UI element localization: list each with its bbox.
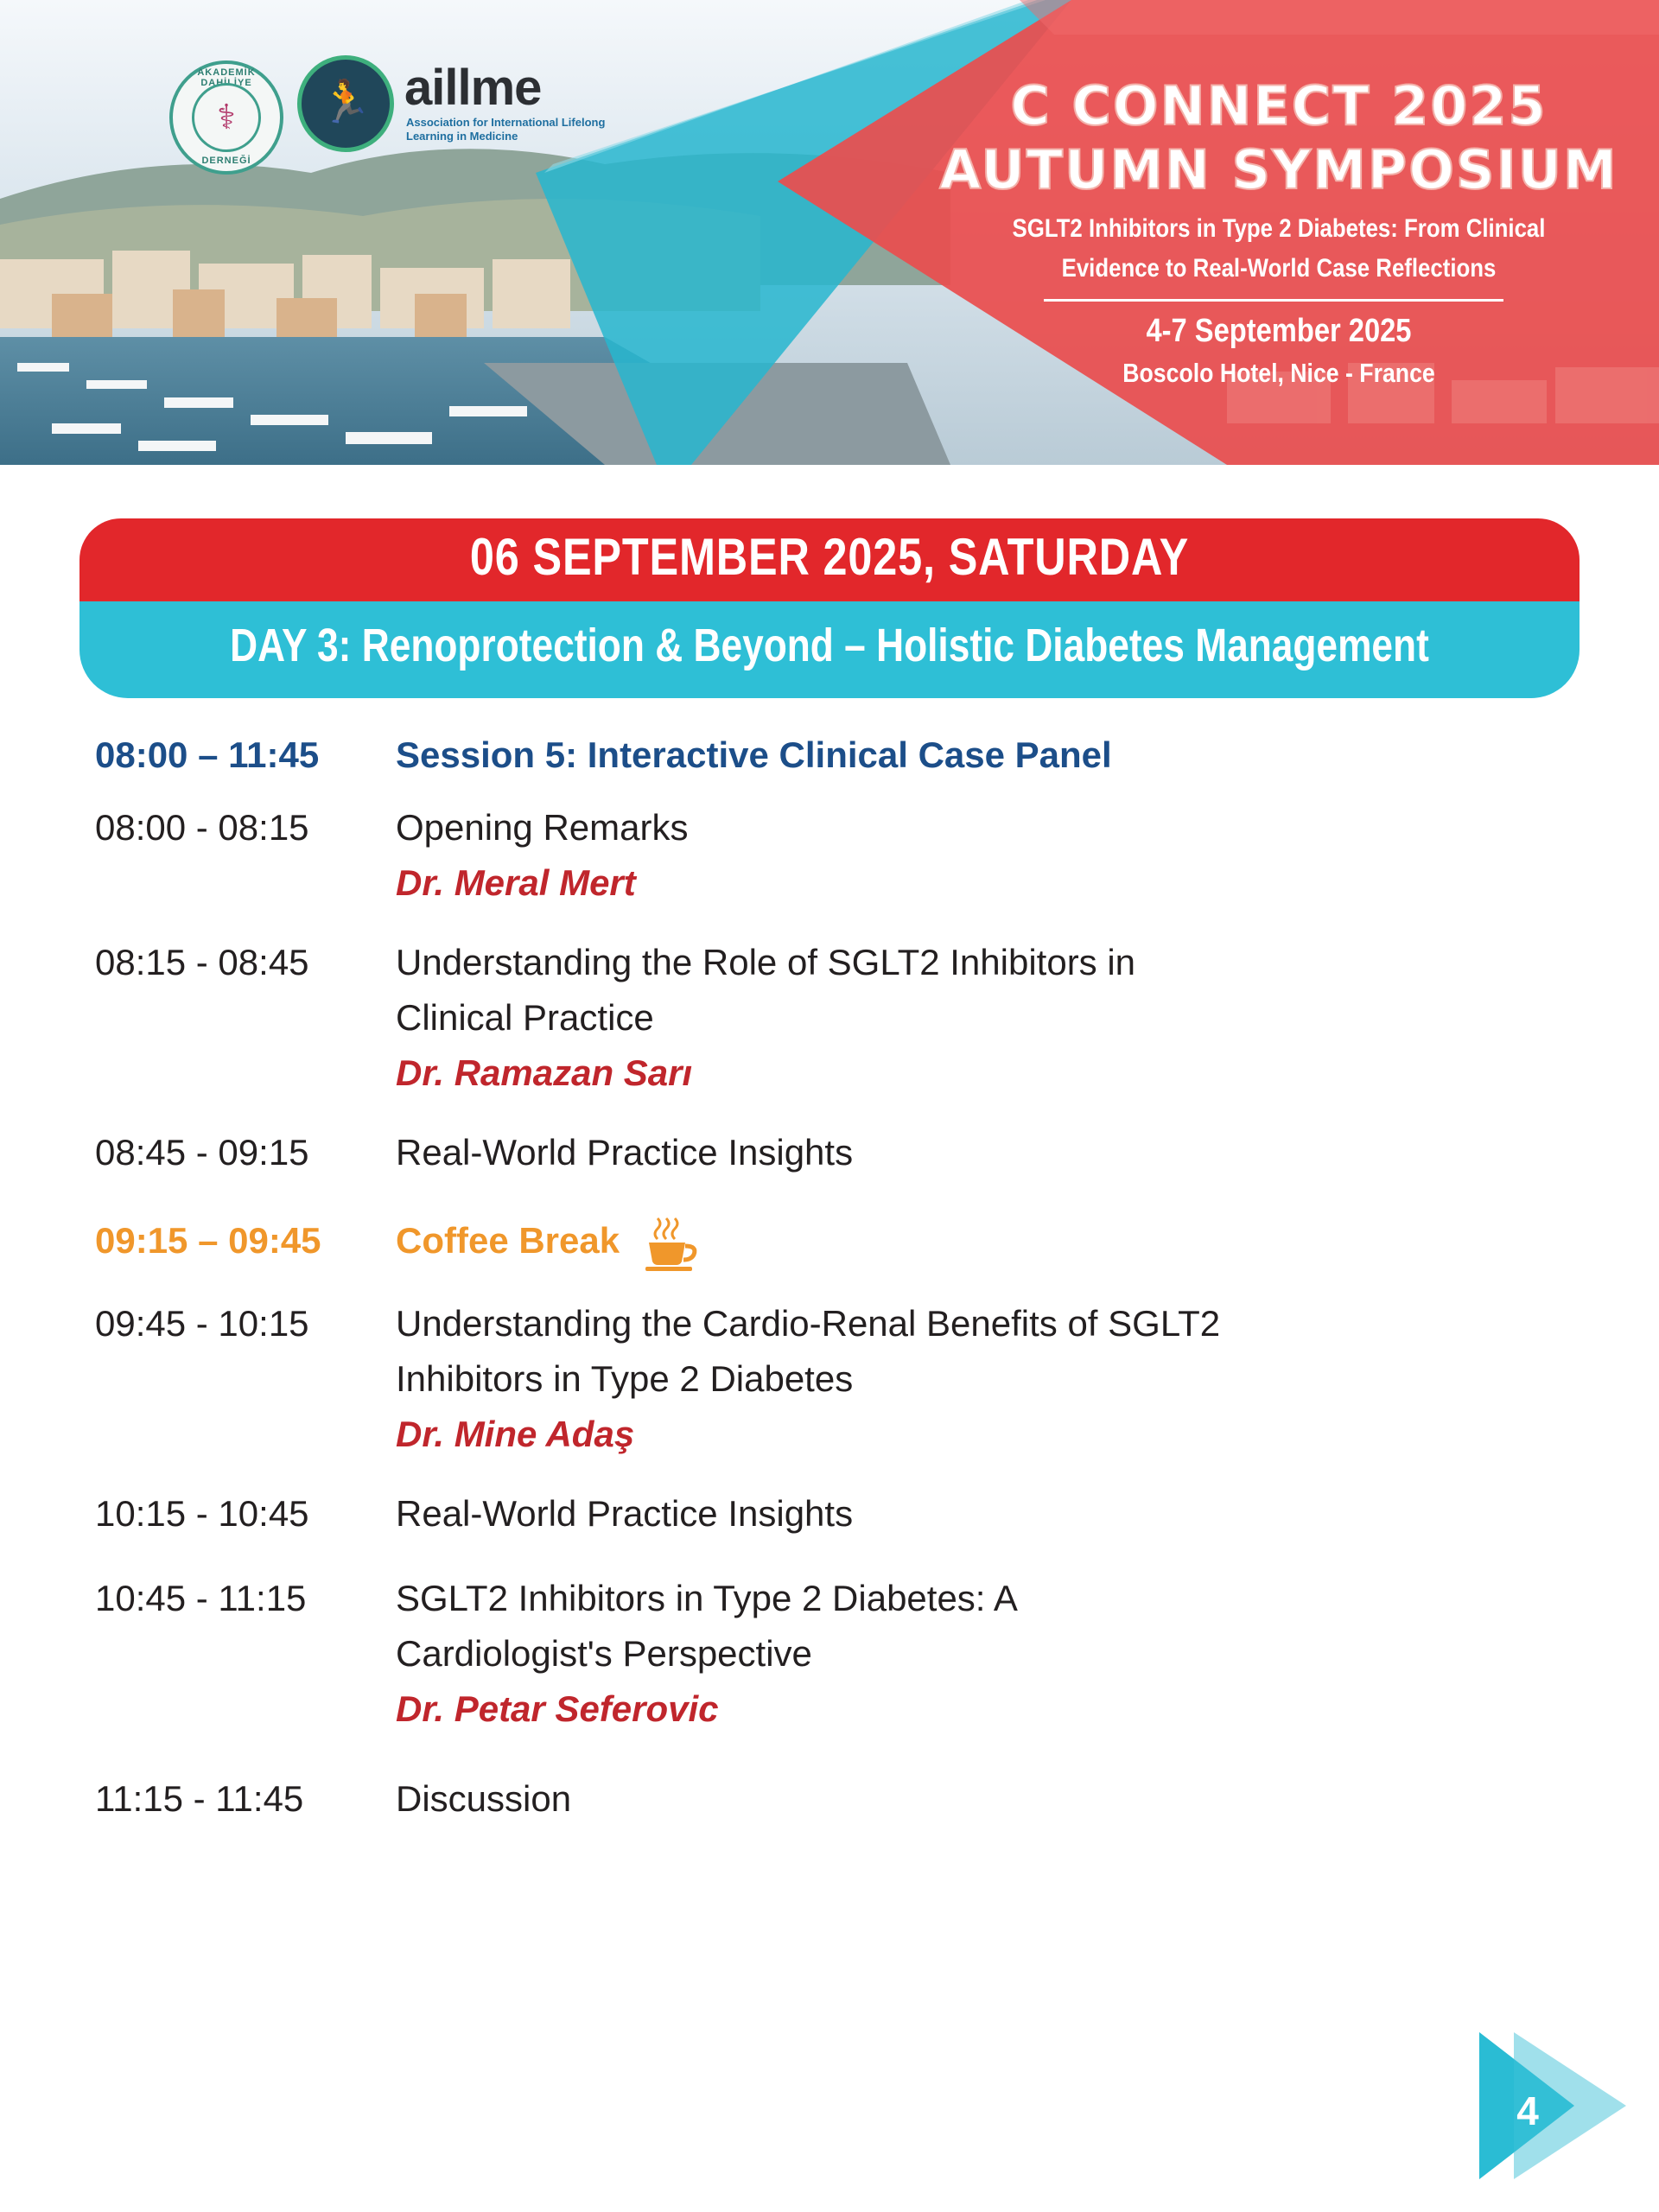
break-title: Coffee Break: [396, 1220, 620, 1261]
time-slot: 08:15 - 08:45: [95, 942, 309, 982]
page-number: 4: [1516, 2088, 1539, 2133]
speaker-name: Dr. Meral Mert: [396, 862, 636, 903]
logo-text-top: AKADEMİK DAHİLİYE: [197, 67, 256, 88]
time-slot: 08:00 - 08:15: [95, 807, 309, 848]
time-slot: 10:45 - 11:15: [95, 1578, 307, 1618]
event-venue: Boscolo Hotel, Nice - France: [1122, 358, 1435, 388]
event-title-line1: C CONNECT 2025: [1010, 74, 1548, 137]
time-slot: 11:15 - 11:45: [95, 1778, 304, 1819]
time-slot: 10:15 - 10:45: [95, 1493, 309, 1534]
day-theme: DAY 3: Renoprotection & Beyond – Holistic Diabetes Management: [230, 620, 1429, 671]
time-slot: 09:45 - 10:15: [95, 1303, 309, 1344]
session-title: Session 5: Interactive Clinical Case Panel: [396, 734, 1112, 775]
divider: [1044, 299, 1503, 302]
talk-title: Discussion: [396, 1778, 572, 1819]
speaker-name: Dr. Petar Seferovic: [396, 1688, 719, 1729]
caduceus-icon: ⚕: [217, 98, 236, 137]
talk-title: Opening Remarks: [396, 807, 689, 848]
logo-inner-ring: [192, 83, 261, 152]
aillme-emblem: [297, 55, 394, 152]
time-slot: 09:15 – 09:45: [95, 1220, 321, 1261]
coffee-cup-icon: [645, 1215, 699, 1272]
speaker-name: Dr. Mine Adaş: [396, 1414, 635, 1454]
talk-title: SGLT2 Inhibitors in Type 2 Diabetes: A Cardiologist's Perspective: [396, 1578, 1016, 1674]
event-dates: 4-7 September 2025: [1146, 313, 1412, 349]
talk-title: Understanding the Role of SGLT2 Inhibitors in Clinical Practice: [396, 942, 1136, 1038]
talk-title-block: [396, 1571, 1087, 1737]
talk-title: Real-World Practice Insights: [396, 1493, 854, 1534]
event-title-line2: AUTUMN SYMPOSIUM: [939, 138, 1618, 201]
logo-text-bottom: DERNEĞİ: [201, 156, 251, 166]
talk-title: Real-World Practice Insights: [396, 1132, 854, 1173]
talk-title-block: [396, 800, 1389, 911]
runner-icon: 🏃: [320, 78, 372, 126]
talk-title: Understanding the Cardio-Renal Benefits of SGLT2 Inhibitors in Type 2 Diabetes: [396, 1303, 1221, 1399]
time-slot: 08:00 – 11:45: [95, 734, 320, 775]
next-page-arrow-icon[interactable]: [1479, 2032, 1635, 2188]
talk-title-block: [396, 935, 1260, 1101]
talk-title-block: [396, 1296, 1225, 1462]
org-full-name: Association for International Lifelong Learning in Medicine: [406, 116, 606, 143]
speaker-name: Dr. Ramazan Sarı: [396, 1052, 693, 1093]
org-name: aillme: [404, 60, 542, 116]
day-theme-bar: [79, 601, 1580, 698]
header-banner: [0, 0, 1659, 465]
break-title-block: [396, 1213, 1389, 1272]
day-date: 06 SEPTEMBER 2025, SATURDAY: [469, 528, 1190, 586]
akademik-dahiliye-logo: [169, 60, 283, 175]
time-slot: 08:45 - 09:15: [95, 1132, 309, 1173]
day-date-bar: [79, 518, 1580, 601]
event-subtitle: SGLT2 Inhibitors in Type 2 Diabetes: From Clinical Evidence to Real-World Case Reflections: [1012, 214, 1546, 283]
